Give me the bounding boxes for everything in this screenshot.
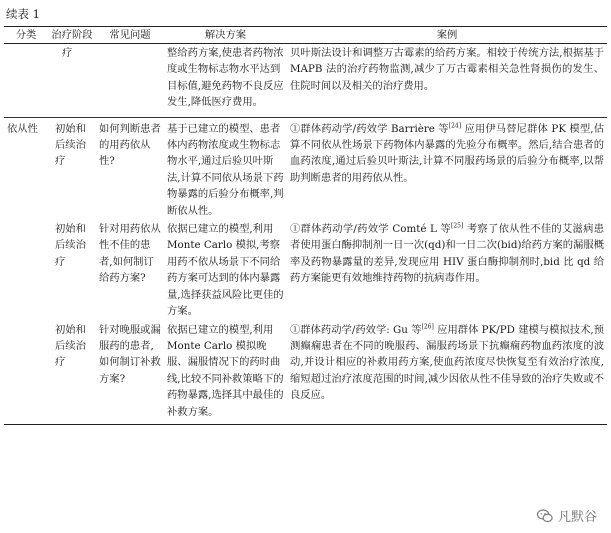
header-problem: 常见问题	[96, 27, 164, 44]
header-category: 分类	[4, 27, 48, 44]
table-caption: 续表 1	[6, 7, 40, 21]
table-row	[4, 219, 607, 319]
table-row	[4, 117, 607, 219]
citation-ref: [26]	[421, 323, 434, 331]
citation-ref: [25]	[450, 222, 464, 230]
citation-ref: [24]	[448, 122, 462, 130]
case-text-cont: 应用伊马替尼群体 PK 模型,估算不同依从性场景下药物体内暴露的先验分布概率。然后,结合患者的血药浓度,通过后验贝叶斯法,计算不同服药场景的后验分布概率,以帮助判断患者的用药依从性。	[290, 122, 605, 184]
cell-case	[287, 320, 607, 425]
cell-case	[287, 44, 607, 118]
cell-case	[287, 117, 607, 219]
case-text-cont: 应用群体 PK/PD 建模与模拟技术,预测癫痫患者在不同的晚服药、漏服药场景下抗癫痫药物血药浓度的波动,并设计相应的补救用药方案,使血药浓度尽快恢复至有效治疗浓度,缩短超过治疗浓度范围的时间,减少因依从性不佳导致的治疗失败或不良反应。	[290, 323, 604, 402]
case-text: ①群体药动学/药效学: Gu 等	[290, 323, 422, 336]
cell-solution: 基于已建立的模型、患者体内药物浓度或生物标志物水平,通过后验贝叶斯法,计算不同依从场景下药物暴露的后验分布概率,判断依从性。	[164, 117, 287, 219]
table-header-row	[4, 27, 607, 44]
cell-stage: 初始和后续治疗	[48, 320, 96, 425]
cell-stage: 初始和后续治疗	[48, 117, 96, 219]
wechat-icon	[536, 507, 554, 525]
header-stage: 治疗阶段	[48, 27, 96, 44]
cell-solution: 依据已建立的模型,利用 Monte Carlo 模拟晚服、漏服情况下的药时曲线,比较不同补救策略下的药物暴露,选择其中最佳的补救方案。	[164, 320, 287, 425]
cell-case	[287, 219, 607, 319]
case-text-cont: 考察了依从性不佳的艾滋病患者使用蛋白酶抑制剂一日一次(qd)和一日二次(bid)给药方案的漏服概率及药物暴露量的差异,发现应用 HIV 蛋白酶抑制剂时,bid 比 qd 给药方案能更有效地维持药物的抗病毒作用。	[290, 223, 604, 285]
cell-problem: 如何判断患者的用药依从性?	[96, 117, 164, 219]
case-text: 贝叶斯法设计和调整万古霉素的给药方案。相较于传统方法,根据基于 MAPB 法的治疗药物监测,减少了万古霉素相关急性肾损伤的发生、住院时间以及相关的治疗费用。	[290, 47, 604, 92]
cell-solution: 整给药方案,使患者药物浓度或生物标志物水平达到目标值,避免药物不良反应发生,降低医疗费用。	[167, 47, 284, 109]
cell-stage: 初始和后续治疗	[55, 223, 86, 268]
watermark	[536, 506, 597, 525]
cell-category	[4, 320, 48, 425]
solutions-table	[4, 26, 607, 425]
cell-category	[4, 44, 48, 118]
header-case: 案例	[287, 27, 607, 44]
table-row	[4, 44, 607, 118]
header-solution: 解决方案	[164, 27, 287, 44]
cell-category: 依从性	[4, 117, 48, 219]
cell-problem: 针对用药依从性不佳的患者,如何制订给药方案?	[99, 223, 161, 285]
cell-problem	[96, 44, 164, 118]
table-row	[4, 320, 607, 425]
cell-solution: 依据已建立的模型,利用 Monte Carlo 模拟,考察用药不依从场景下不同给药方案可达到的体内暴露量,选择获益风险比更佳的方案。	[167, 223, 284, 318]
watermark-text: 凡默谷	[557, 510, 597, 525]
case-text: ①群体药动学/药效学 Barrière 等	[290, 122, 449, 135]
cell-problem: 针对晚服或漏服药的患者,如何制订补救方案?	[96, 320, 164, 425]
cell-category	[4, 219, 48, 319]
case-text: ①群体药动学/药效学 Comté L 等	[290, 223, 451, 236]
cell-stage: 疗	[62, 47, 73, 59]
